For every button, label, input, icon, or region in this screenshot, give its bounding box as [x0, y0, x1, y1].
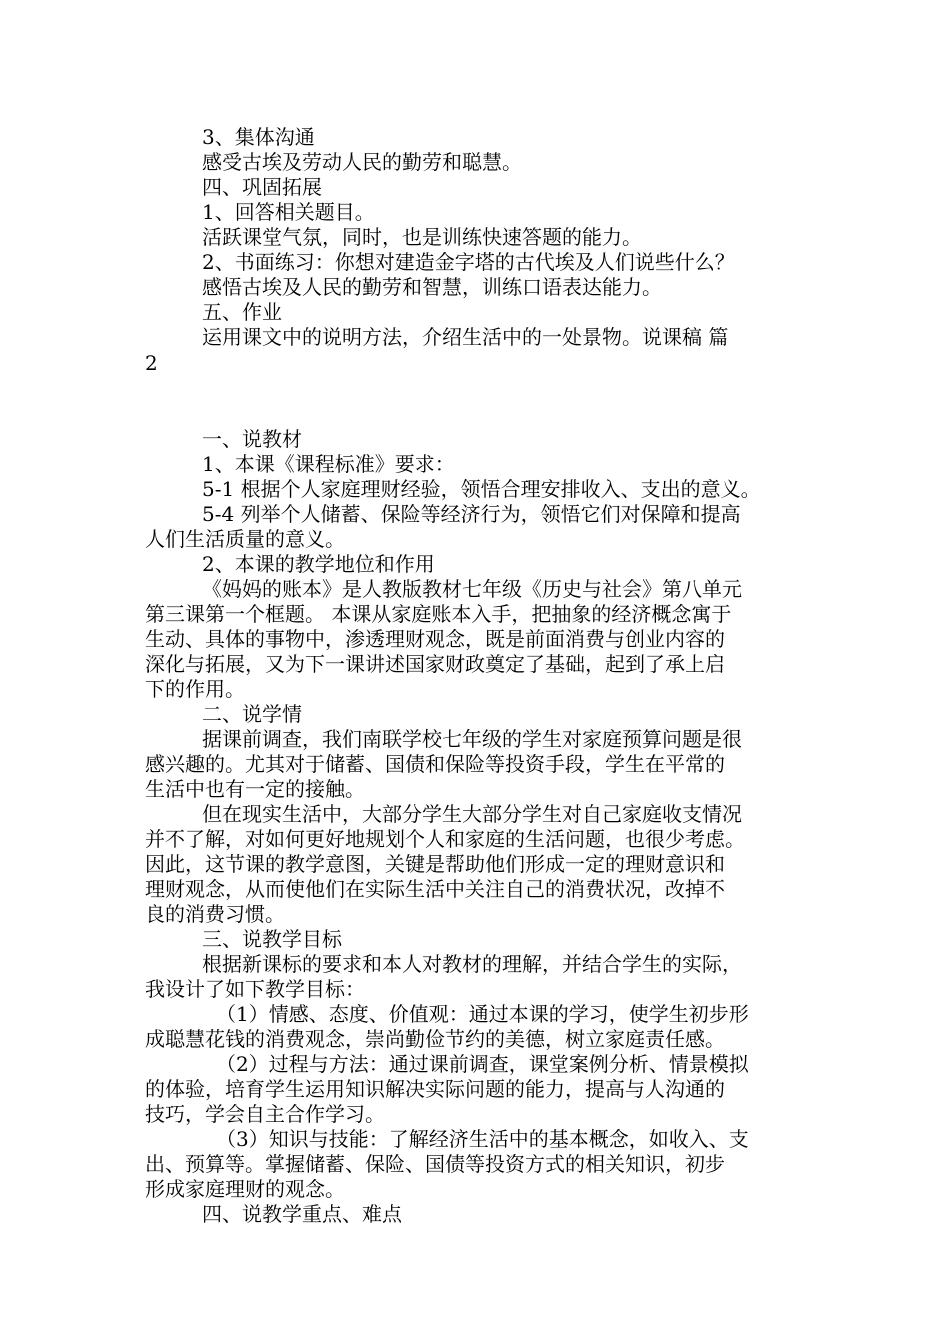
text-line: 出、预算等。掌握储蓄、保险、国债等投资方式的相关知识，初步: [145, 1152, 725, 1176]
text-line: 我设计了如下教学目标：: [145, 977, 365, 1001]
text-line: 据课前调查，我们南联学校七年级的学生对家庭预算问题是很: [202, 727, 742, 751]
text-line: 良的消费习惯。: [145, 902, 285, 926]
text-line: 5-4 列举个人储蓄、保险等经济行为，领悟它们对保障和提高: [202, 502, 741, 526]
text-line: 2、本课的教学地位和作用: [202, 552, 435, 576]
text-line: 1、本课《课程标准》要求：: [202, 452, 455, 476]
text-line: 下的作用。: [145, 677, 245, 701]
section-heading: 二、说学情: [202, 702, 302, 726]
text-line: 生活中也有一定的接触。: [145, 777, 365, 801]
section-heading: 四、说教学重点、难点: [202, 1202, 402, 1226]
text-line: 五、作业: [202, 300, 282, 324]
text-line: 《妈妈的账本》是人教版教材七年级《历史与社会》第八单元: [202, 577, 742, 601]
text-line: 四、巩固拓展: [202, 175, 322, 199]
text-line: 形成家庭理财的观念。: [145, 1177, 345, 1201]
text-line: 第三课第一个框题。 本课从家庭账本入手，把抽象的经济概念寓于: [145, 602, 732, 626]
text-line: 5-1 根据个人家庭理财经验，领悟合理安排收入、支出的意义。: [202, 477, 761, 501]
text-line: 并不了解，对如何更好地规划个人和家庭的生活问题，也很少考虑。: [145, 827, 745, 851]
text-line: 根据新课标的要求和本人对教材的理解，并结合学生的实际，: [202, 952, 742, 976]
text-line: 因此，这节课的教学意图，关键是帮助他们形成一定的理财意识和: [145, 852, 725, 876]
text-line: 的体验，培育学生运用知识解决实际问题的能力，提高与人沟通的: [145, 1077, 725, 1101]
text-line: 感悟古埃及人民的勤劳和智慧，训练口语表达能力。: [202, 275, 662, 299]
section-heading: 一、说教材: [202, 427, 302, 451]
text-line: 运用课文中的说明方法，介绍生活中的一处景物。说课稿 篇: [202, 325, 729, 349]
text-line: 技巧，学会自主合作学习。: [145, 1102, 385, 1126]
text-line: （3）知识与技能：了解经济生活中的基本概念，如收入、支: [216, 1127, 749, 1151]
text-line: 理财观念，从而使他们在实际生活中关注自己的消费状况，改掉不: [145, 877, 725, 901]
text-line: 1、回答相关题目。: [202, 200, 375, 224]
text-line: 2、书面练习：你想对建造金字塔的古代埃及人们说些什么？: [202, 250, 735, 274]
section-heading: 三、说教学目标: [202, 927, 342, 951]
text-line: 人们生活质量的意义。: [145, 527, 345, 551]
text-line: 感兴趣的。尤其对于储蓄、国债和保险等投资手段，学生在平常的: [145, 752, 725, 776]
text-line: 感受古埃及劳动人民的勤劳和聪慧。: [202, 150, 522, 174]
text-line: 3、集体沟通: [202, 125, 315, 149]
text-line: 生动、具体的事物中，渗透理财观念，既是前面消费与创业内容的: [145, 627, 725, 651]
text-line: 但在现实生活中，大部分学生大部分学生对自己家庭收支情况: [202, 802, 742, 826]
text-line: （1）情感、态度、价值观：通过本课的学习，使学生初步形: [216, 1002, 749, 1026]
text-line: 深化与拓展，又为下一课讲述国家财政奠定了基础，起到了承上启: [145, 652, 725, 676]
text-line: （2）过程与方法：通过课前调查，课堂案例分析、情景模拟: [216, 1052, 749, 1076]
text-line: 成聪慧花钱的消费观念，崇尚勤俭节约的美德，树立家庭责任感。: [145, 1027, 725, 1051]
text-line: 2: [145, 351, 158, 375]
text-line: 活跃课堂气氛，同时，也是训练快速答题的能力。: [202, 225, 642, 249]
